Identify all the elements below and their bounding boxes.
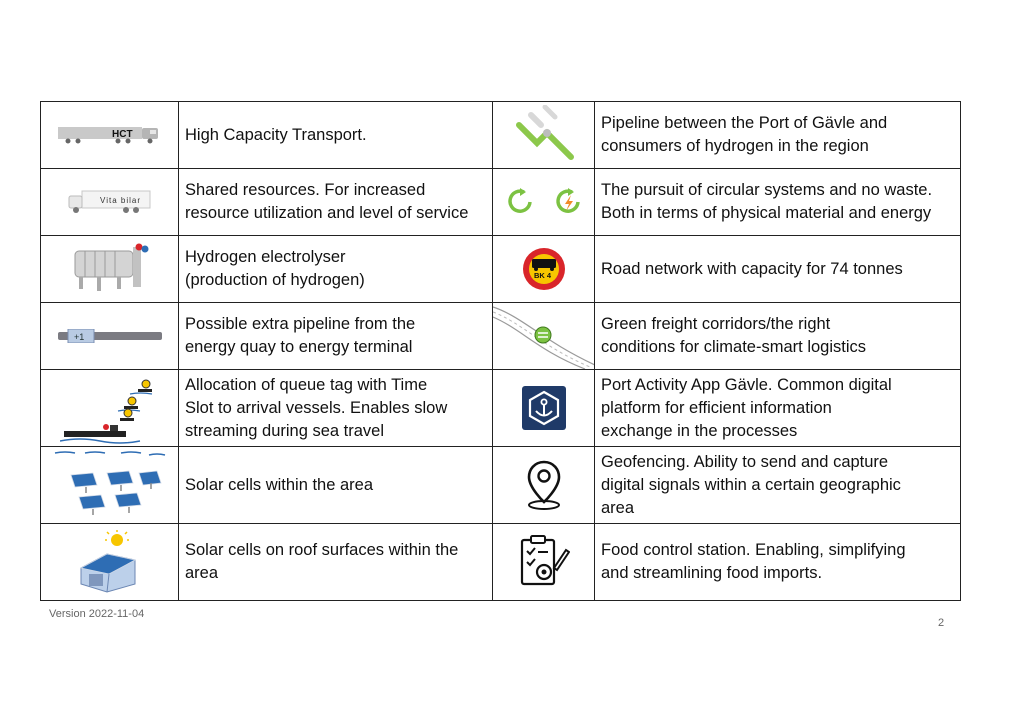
table-row [41, 303, 961, 370]
icon-cell [493, 524, 595, 601]
extra-pipeline-icon [58, 329, 162, 343]
extra-pipeline-label: +1 [73, 332, 84, 342]
circular-systems-icon [504, 184, 584, 220]
table-row [41, 236, 961, 303]
hct-truck-icon [58, 125, 162, 145]
version-label: Version 2022-11-04 [49, 608, 145, 620]
legend-text: Possible extra pipeline from the energy quay to energy terminal [179, 303, 493, 370]
table-row [41, 447, 961, 524]
table-row [41, 169, 961, 236]
port-activity-app-icon [521, 385, 567, 431]
icon-cell [41, 524, 179, 601]
legend-text: Solar cells on roof surfaces within the area [179, 524, 493, 601]
table-row [41, 524, 961, 601]
icon-cell [493, 303, 595, 370]
hct-label: HCT [111, 129, 133, 140]
icon-cell [41, 236, 179, 303]
electrolyser-icon [69, 241, 151, 297]
solar-cells-icon [53, 449, 167, 521]
pipeline-icon [509, 105, 579, 165]
green-corridor-icon [493, 303, 595, 369]
vita-bilar-label: Vita bilar [99, 196, 141, 205]
geofence-pin-icon [524, 458, 564, 512]
legend-table [40, 101, 961, 601]
legend-text: Road network with capacity for 74 tonnes [595, 236, 961, 303]
icon-cell [493, 447, 595, 524]
legend-text: Geofencing. Ability to send and capture digital signals within a certain geographic area [595, 447, 961, 524]
legend-text: The pursuit of circular systems and no waste. Both in terms of physical material and energy [595, 169, 961, 236]
icon-cell [41, 303, 179, 370]
legend-text: Allocation of queue tag with Time Slot to arrival vessels. Enables slow streaming during sea travel [179, 370, 493, 447]
legend-text: Solar cells within the area [179, 447, 493, 524]
table-row [41, 102, 961, 169]
legend-text: Shared resources. For increased resource utilization and level of service [179, 169, 493, 236]
shared-truck-icon [68, 189, 152, 215]
icon-cell [41, 169, 179, 236]
legend-text: Food control station. Enabling, simplifying and streamlining food imports. [595, 524, 961, 601]
roof-solar-icon [77, 530, 143, 594]
icon-cell [493, 236, 595, 303]
icon-cell [41, 447, 179, 524]
table-row [41, 370, 961, 447]
legend-text: High Capacity Transport. [179, 102, 493, 169]
bk4-road-sign-icon [521, 246, 567, 292]
food-control-icon [518, 534, 570, 590]
legend-text: Hydrogen electrolyser (production of hydrogen) [179, 236, 493, 303]
icon-cell [493, 102, 595, 169]
queue-tag-vessels-icon [60, 371, 160, 445]
icon-cell [41, 102, 179, 169]
icon-cell [41, 370, 179, 447]
page-number: 2 [938, 617, 945, 629]
legend-text: Port Activity App Gävle. Common digital platform for efficient information exchange in the processes [595, 370, 961, 447]
icon-cell [493, 370, 595, 447]
icon-cell [493, 169, 595, 236]
legend-text: Green freight corridors/the right conditions for climate-smart logistics [595, 303, 961, 370]
bk4-label: BK 4 [533, 271, 551, 280]
legend-text: Pipeline between the Port of Gävle and consumers of hydrogen in the region [595, 102, 961, 169]
